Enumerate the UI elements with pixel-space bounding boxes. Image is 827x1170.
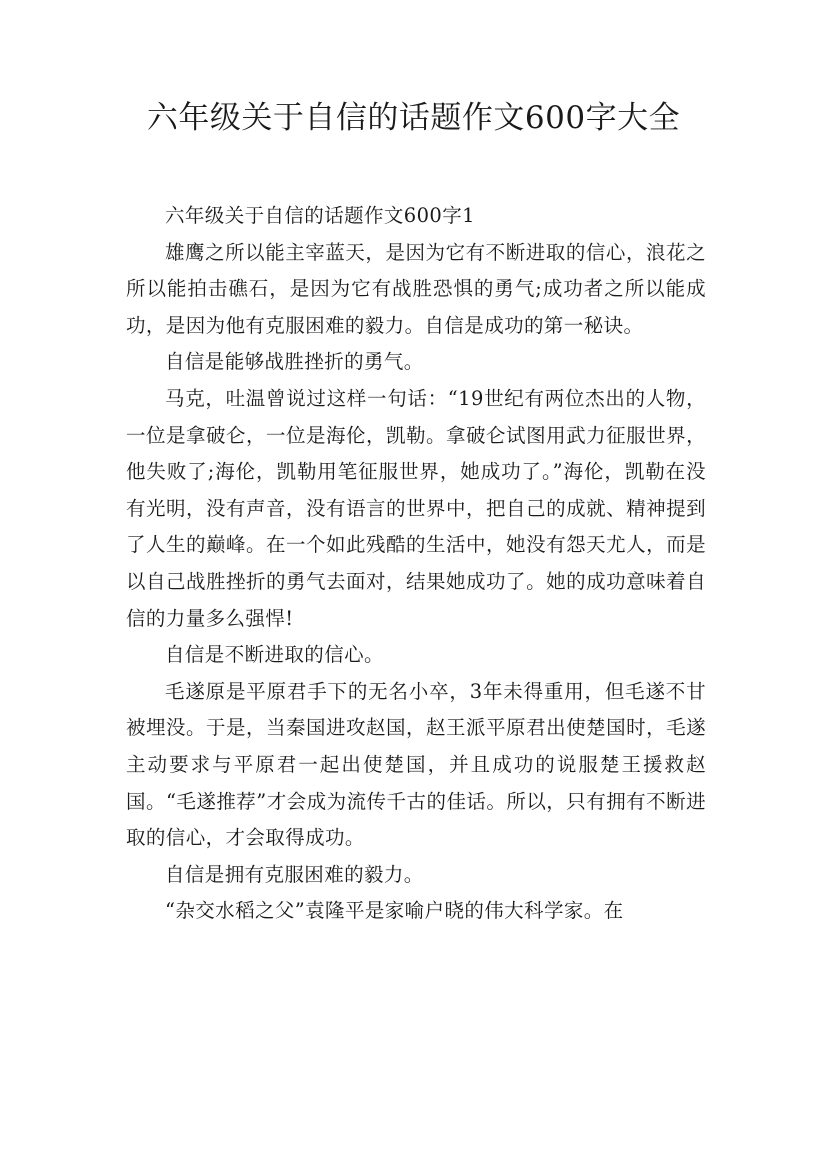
paragraph: 自信是能够战胜挫折的勇气。: [165, 350, 424, 374]
paragraph: 马克，吐温曾说过这样一句话：“19世纪有两位杰出的人物，一位是拿破仑，一位是海伦，凯勒。拿破仑试图用武力征服世界，他失败了;海伦，凯勒用笔征服世界，她成功了。”海伦，凯勒在没有光明，没有声音，没有语言的世界中，把自己的成就、精神提到了人生的巅峰。在一个如此残酷的生活中，她没有怨天尤人，而是以自己战胜挫折的勇气去面对，结果她成功了。她的成功意味着自信的力量多么强悍!: [126, 386, 706, 630]
document-title: 六年级关于自信的话题作文600字大全: [146, 100, 681, 136]
section-heading: 六年级关于自信的话题作文600字1: [165, 204, 475, 227]
paragraph: 自信是不断进取的信心。: [165, 643, 384, 667]
document-body: [126, 198, 706, 930]
paragraph: 自信是拥有克服困难的毅力。: [165, 862, 424, 886]
paragraph: 雄鹰之所以能主宰蓝天，是因为它有不断进取的信心，浪花之所以能拍击礁石，是因为它有战胜恐惧的勇气;成功者之所以能成功，是因为他有克服困难的毅力。自信是成功的第一秘诀。: [126, 240, 706, 337]
paragraph: 毛遂原是平原君手下的无名小卒，3年未得重用，但毛遂不甘被埋没。于是，当秦国进攻赵国，赵王派平原君出使楚国时，毛遂主动要求与平原君一起出使楚国，并且成功的说服楚王援救赵国。“毛遂推荐”才会成为流传千古的佳话。所以，只有拥有不断进取的信心，才会取得成功。: [126, 679, 706, 850]
paragraph: “杂交水稻之父”袁隆平是家喻户晓的伟大科学家。在: [165, 899, 624, 923]
